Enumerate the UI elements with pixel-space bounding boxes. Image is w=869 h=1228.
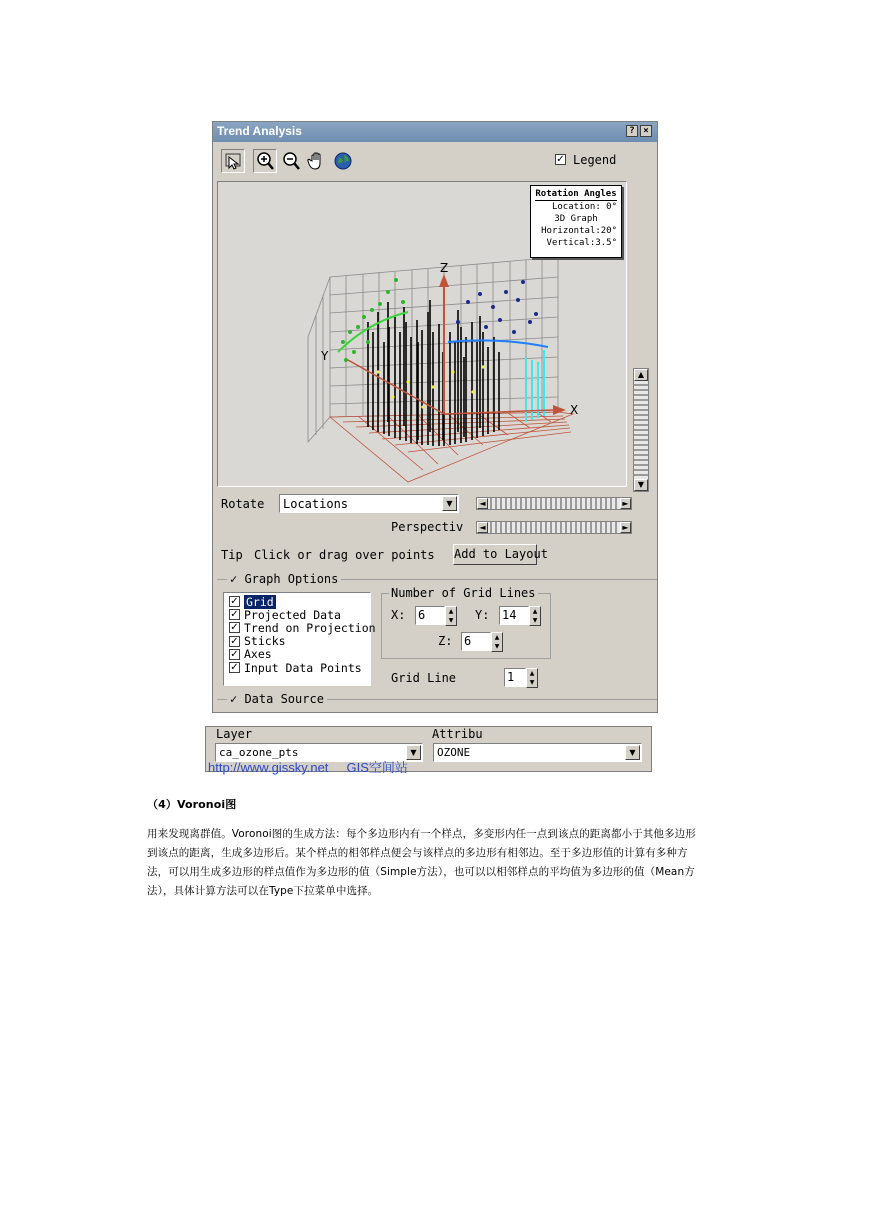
checkbox[interactable]: ✓	[230, 622, 239, 634]
graph-options-list[interactable]	[223, 592, 376, 686]
data-source-strip	[205, 726, 652, 775]
watermark-text: http://www.gissky.net GIS空间站	[208, 760, 408, 775]
rotate-value: Locations	[283, 497, 349, 511]
chevron-down-icon[interactable]: ▼	[442, 496, 457, 511]
graph-option-label: Axes	[244, 647, 272, 662]
layer-value: ca_ozone_pts	[219, 746, 299, 759]
grid-y-input[interactable]	[499, 606, 529, 625]
legend-label: Legend	[573, 153, 617, 167]
rotation-vertical: Vertical:3.5°	[546, 238, 617, 248]
paragraph-line-3: 法，可以用生成多边形的样点值作为多边形的值（Simple方法），也可以以相邻样点的平均值为多边形的值（Mean方	[147, 866, 695, 878]
add-to-layout-button[interactable]: Add to Layout	[453, 544, 537, 565]
legend-checkbox[interactable]: ✓	[556, 154, 565, 165]
graph-option-label: Projected Data	[244, 607, 341, 622]
zoom-out-icon[interactable]	[279, 149, 303, 173]
graph-option-label: Grid	[246, 594, 274, 609]
trend-analysis-window	[212, 121, 658, 713]
perspective-label: Perspectiv	[391, 520, 464, 534]
grid-z-input[interactable]	[461, 632, 491, 651]
pan-hand-icon[interactable]	[305, 149, 329, 173]
z-axis-label: Z	[440, 261, 449, 275]
grid-line-spinner[interactable]: ▲ ▼	[526, 668, 538, 688]
grid-z-value: 6	[464, 634, 472, 648]
graph-option-item[interactable]	[228, 661, 362, 674]
grid-y-spinner[interactable]: ▲ ▼	[529, 606, 541, 626]
grid-x-label: X:	[391, 608, 406, 622]
checkbox[interactable]: ✓	[230, 635, 239, 647]
chevron-down-icon[interactable]: ▼	[625, 745, 640, 760]
tip-text: Click or drag over points	[254, 548, 435, 562]
data-sticks	[368, 300, 499, 446]
graph-option-label: Input Data Points	[244, 660, 362, 675]
grid-line-label: Grid Line	[391, 671, 457, 685]
rotation-angles-legend	[530, 185, 622, 258]
graph-option-label: Trend on Projection	[244, 620, 376, 635]
tip-label: Tip	[221, 548, 243, 562]
grid-x-spinner[interactable]: ▲ ▼	[445, 606, 457, 626]
data-source-heading: ✓ Data Source	[227, 692, 327, 706]
globe-icon[interactable]	[331, 149, 355, 173]
grid-lines-heading: Number of Grid Lines	[391, 586, 536, 600]
y-axis-label: Y	[321, 349, 329, 363]
attribute-label: Attribu	[432, 727, 483, 741]
chevron-down-icon[interactable]: ▼	[406, 745, 421, 760]
rotation-location: Location: 0°	[551, 202, 617, 212]
floor-grid	[330, 412, 573, 482]
grid-z-label: Z:	[438, 634, 453, 648]
grid-y-label: Y:	[475, 608, 490, 622]
window-title: Trend Analysis	[217, 124, 302, 138]
checkbox[interactable]: ✓	[230, 662, 239, 673]
attribute-value: OZONE	[437, 746, 471, 759]
grid-x-value: 6	[418, 608, 426, 622]
vertical-slider[interactable]: ▲ ▼	[633, 368, 649, 492]
plot-area[interactable]	[217, 181, 627, 487]
grid-z-spinner[interactable]: ▲ ▼	[491, 632, 503, 652]
rotate-select[interactable]	[279, 494, 459, 513]
paragraph-line-2: 到该点的距离，生成多边形后。某个样点的相邻样点便会与该样点的多边形有相邻边。至于多边形值的计算有多种方	[147, 847, 688, 859]
graph-options-heading: ✓ Graph Options	[227, 572, 341, 586]
checkbox[interactable]: ✓	[230, 648, 239, 660]
zoom-in-icon[interactable]	[253, 149, 277, 173]
checkbox[interactable]: ✓	[230, 609, 239, 621]
help-button[interactable]: ?	[626, 125, 638, 137]
attribute-select[interactable]	[433, 743, 642, 762]
graph-option-item[interactable]	[228, 635, 286, 648]
select-arrow-icon[interactable]	[221, 149, 245, 173]
rotation-title: Rotation Angles	[535, 189, 617, 199]
layer-label: Layer	[216, 727, 253, 741]
grid-x-input[interactable]	[415, 606, 445, 625]
grid-line-value: 1	[507, 670, 515, 684]
checkbox[interactable]: ✓	[230, 596, 239, 607]
x-axis-label: X	[570, 403, 579, 417]
graph-option-item[interactable]	[228, 595, 276, 608]
graph-option-item[interactable]	[228, 648, 272, 661]
close-button[interactable]: ×	[640, 125, 652, 137]
section-heading: （4）Voronoi图	[147, 798, 237, 811]
paragraph-line-4: 法），具体计算方法可以在Type下拉菜单中选择。	[147, 885, 379, 897]
rotate-slider[interactable]: ◄ ►	[476, 497, 632, 510]
grid-line-input[interactable]	[504, 668, 526, 687]
graph-option-item[interactable]	[228, 608, 341, 621]
perspective-slider[interactable]: ◄ ►	[476, 521, 632, 534]
graph-option-item[interactable]	[228, 621, 376, 634]
grid-y-value: 14	[502, 608, 517, 622]
title-bar	[213, 122, 657, 142]
rotation-horizontal: Horizontal:20°	[541, 226, 617, 236]
graph-option-label: Sticks	[244, 634, 286, 649]
rotation-graph-header: 3D Graph	[554, 214, 598, 224]
paragraph-line-1: 用来发现离群值。Voronoi图的生成方法：每个多边形内有一个样点，多变形内任一点到该点的距离都小于其他多边形	[147, 828, 696, 840]
rotate-label: Rotate	[221, 497, 265, 511]
